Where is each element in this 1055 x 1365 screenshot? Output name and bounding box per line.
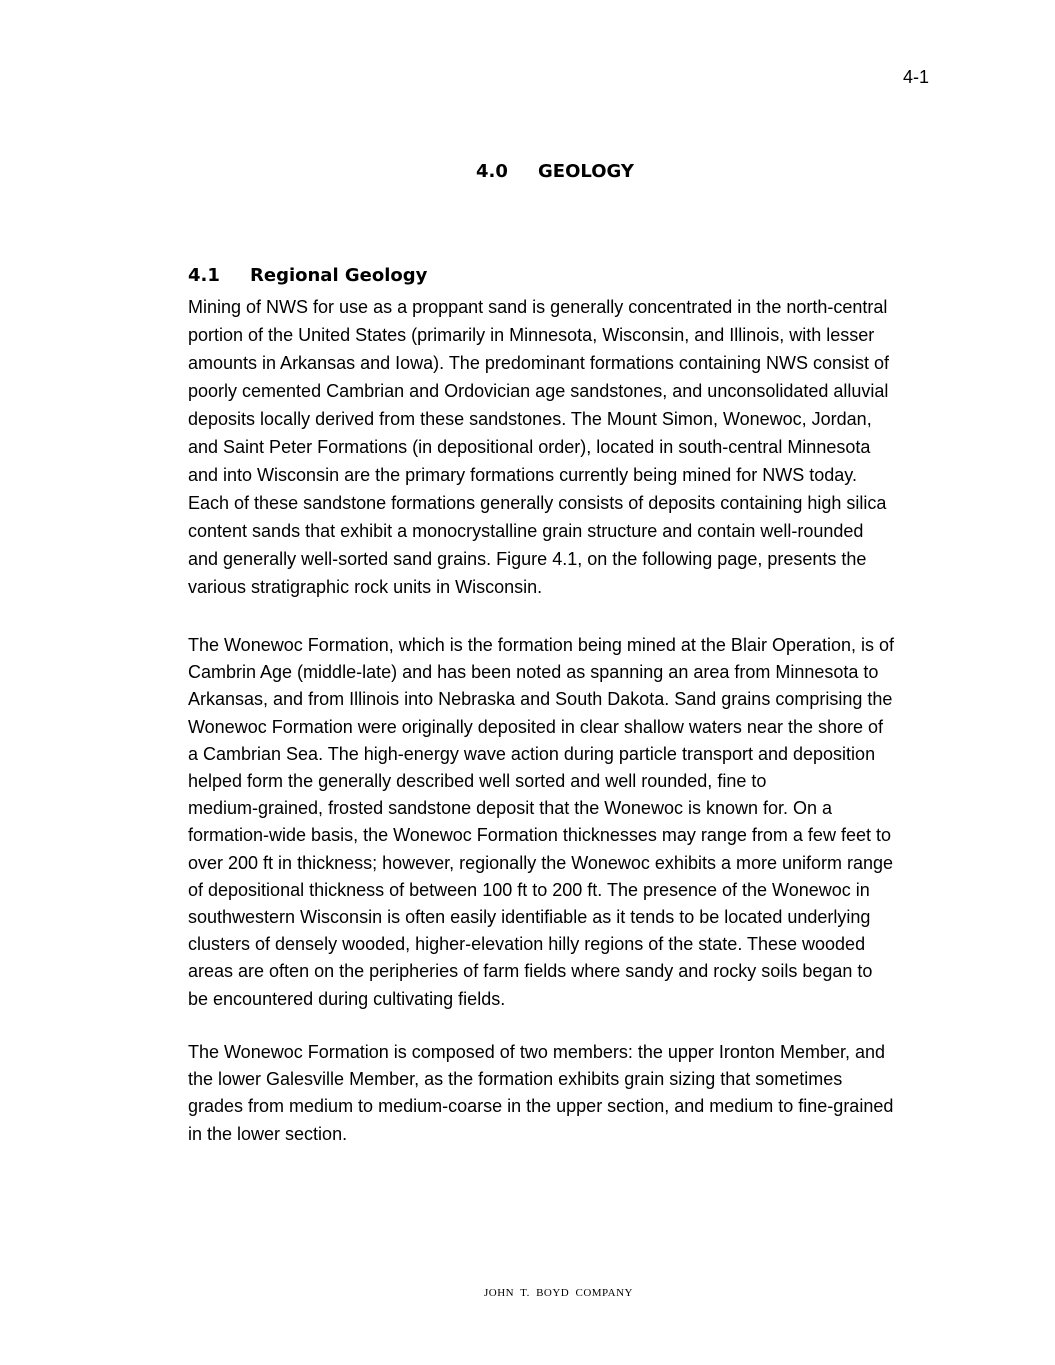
text-line: amounts in Arkansas and Iowa). The predominant formations containing NWS consist of: [188, 353, 890, 373]
text-line: helped form the generally described well sorted and well rounded, fine to: [188, 771, 767, 792]
paragraph-wonewoc-members: [188, 1039, 933, 1148]
text-line: Each of these sandstone formations generally consists of deposits containing high silica: [188, 493, 887, 513]
text-line: Arkansas, and from Illinois into Nebraska and South Dakota. Sand grains comprising the: [188, 689, 893, 710]
text-line: medium-grained, frosted sandstone deposit that the Wonewoc is known for. On a: [188, 798, 833, 819]
text-line: be encountered during cultivating fields.: [188, 988, 506, 1009]
text-line: The Wonewoc Formation, which is the formation being mined at the Blair Operation, is of: [188, 635, 895, 655]
text-line: Cambrin Age (middle-late) and has been noted as spanning an area from Minnesota to: [188, 662, 879, 683]
text-line: and Saint Peter Formations (in depositional order), located in south-central Minnesota: [188, 437, 871, 457]
text-line: clusters of densely wooded, higher-elevation hilly regions of the state. These wooded: [188, 934, 866, 955]
text-line: grades from medium to medium-coarse in the upper section, and medium to fine-grained: [188, 1096, 894, 1117]
chapter-heading: [476, 160, 634, 184]
text-line: formation-wide basis, the Wonewoc Formation thicknesses may range from a few feet to: [188, 825, 891, 846]
section-number: 4.1: [188, 265, 220, 286]
text-line: areas are often on the peripheries of farm fields where sandy and rocky soils began to: [188, 961, 873, 982]
page-number: 4-1: [902, 67, 929, 87]
text-line: of depositional thickness of between 100 ft to 200 ft. The presence of the Wonewoc in: [188, 879, 870, 900]
section-title: Regional Geology: [250, 265, 428, 286]
text-line: and generally well-sorted sand grains. Figure 4.1, on the following page, presents the: [188, 549, 867, 569]
company-footer: JOHN T. BOYD COMPANY: [484, 1287, 633, 1299]
text-line: southwestern Wisconsin is often easily identifiable as it tends to be located underlying: [188, 907, 871, 928]
text-line: Wonewoc Formation were originally deposited in clear shallow waters near the shore of: [188, 716, 884, 737]
chapter-title: GEOLOGY: [538, 161, 634, 182]
paragraph-wonewoc-formation: [188, 632, 933, 1013]
text-line: various stratigraphic rock units in Wisconsin.: [188, 577, 543, 597]
text-line: The Wonewoc Formation is composed of two members: the upper Ironton Member, and: [188, 1042, 885, 1062]
text-line: deposits locally derived from these sandstones. The Mount Simon, Wonewoc, Jordan,: [188, 409, 872, 429]
section-heading: [188, 264, 427, 288]
chapter-number: 4.0: [476, 161, 508, 182]
text-line: portion of the United States (primarily in Minnesota, Wisconsin, and Illinois, with lesser: [188, 325, 875, 345]
text-line: in the lower section.: [188, 1123, 348, 1144]
text-line: poorly cemented Cambrian and Ordovician age sandstones, and unconsolidated alluvial: [188, 381, 889, 401]
text-line: and into Wisconsin are the primary formations currently being mined for NWS today.: [188, 465, 857, 485]
text-line: content sands that exhibit a monocrystalline grain structure and contain well-rounded: [188, 521, 864, 541]
text-line: Mining of NWS for use as a proppant sand is generally concentrated in the north-central: [188, 297, 888, 317]
text-line: over 200 ft in thickness; however, regionally the Wonewoc exhibits a more uniform range: [188, 852, 894, 873]
text-line: the lower Galesville Member, as the formation exhibits grain sizing that sometimes: [188, 1069, 843, 1090]
paragraph-regional-geology: [188, 293, 933, 601]
text-line: a Cambrian Sea. The high-energy wave action during particle transport and deposition: [188, 743, 876, 764]
